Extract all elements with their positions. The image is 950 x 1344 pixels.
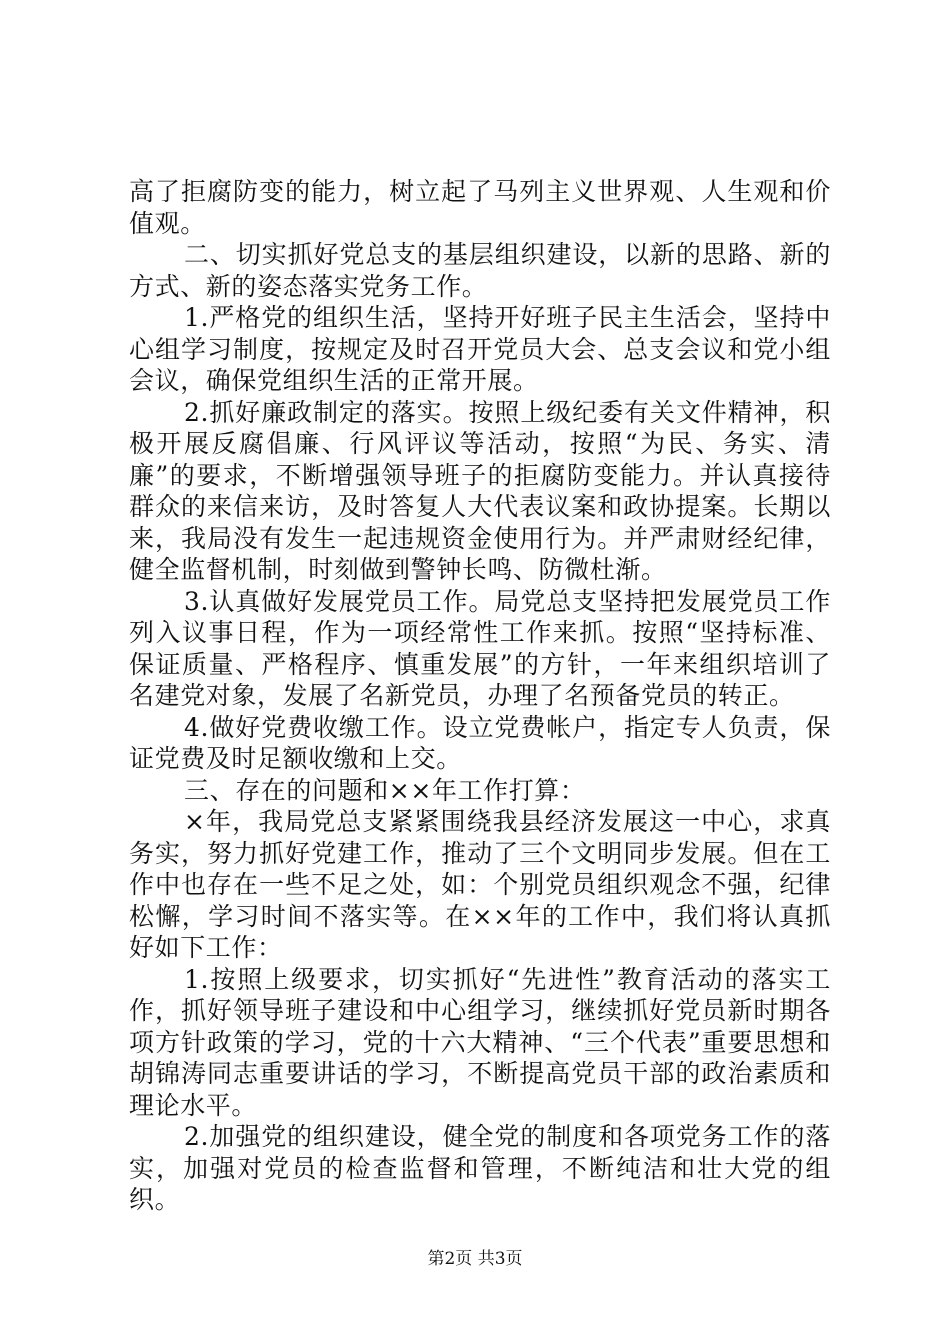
page-footer: 第2页 共3页 [427, 1249, 523, 1269]
paragraph-summary: ×年，我局党总支紧紧围绕我县经济发展这一中心，求真务实，努力抓好党建工作，推动了三个文明同步发展。但在工作中也存在一些不足之处，如：个别党员组织观念不强，纪律松懈，学习时间不落实等。在××年的工作中，我们将认真抓好如下工作： [129, 807, 831, 962]
paragraph-plan-1: 1.按照上级要求，切实抓好“先进性”教育活动的落实工作，抓好领导班子建设和中心组学习，继续抓好党员新时期各项方针政策的学习，党的十六大精神、“三个代表”重要思想和胡锦涛同志重要讲话的学习，不断提高党员干部的政治素质和理论水平。 [129, 964, 831, 1120]
paragraph-item-3: 3.认真做好发展党员工作。局党总支坚持把发展党员工作列入议事日程，作为一项经常性工作来抓。按照“坚持标准、保证质量、严格程序、慎重发展”的方针，一年来组织培训了名建党对象，发展了名新党员，办理了名预备党员的转正。 [129, 586, 831, 710]
section-heading-three: 三、存在的问题和××年工作打算： [184, 775, 586, 805]
section-heading-two: 二、切实抓好党总支的基层组织建设，以新的思路、新的方式、新的姿态落实党务工作。 [129, 240, 831, 301]
paragraph-plan-2: 2.加强党的组织建设，健全党的制度和各项党务工作的落实，加强对党员的检查监督和管理，不断纯洁和壮大党的组织。 [129, 1122, 831, 1214]
paragraph-item-4: 4.做好党费收缴工作。设立党费帐户，指定专人负责，保证党费及时足额收缴和上交。 [129, 712, 831, 773]
paragraph-item-1: 1.严格党的组织生活，坚持开好班子民主生活会，坚持中心组学习制度，按规定及时召开党员大会、总支会议和党小组会议，确保党组织生活的正常开展。 [129, 303, 831, 395]
paragraph-item-2: 2.抓好廉政制定的落实。按照上级纪委有关文件精神，积极开展反腐倡廉、行风评议等活动，按照“为民、务实、清廉”的要求，不断增强领导班子的拒腐防变能力。并认真接待群众的来信来访，及时答复人大代表议案和政协提案。长期以来，我局没有发生一起违规资金使用行为。并严肃财经纪律，健全监督机制，时刻做到警钟长鸣、防微杜渐。 [129, 397, 831, 584]
document-body [129, 176, 831, 1216]
paragraph-continuation: 高了拒腐防变的能力，树立起了马列主义世界观、人生观和价值观。 [129, 177, 831, 238]
